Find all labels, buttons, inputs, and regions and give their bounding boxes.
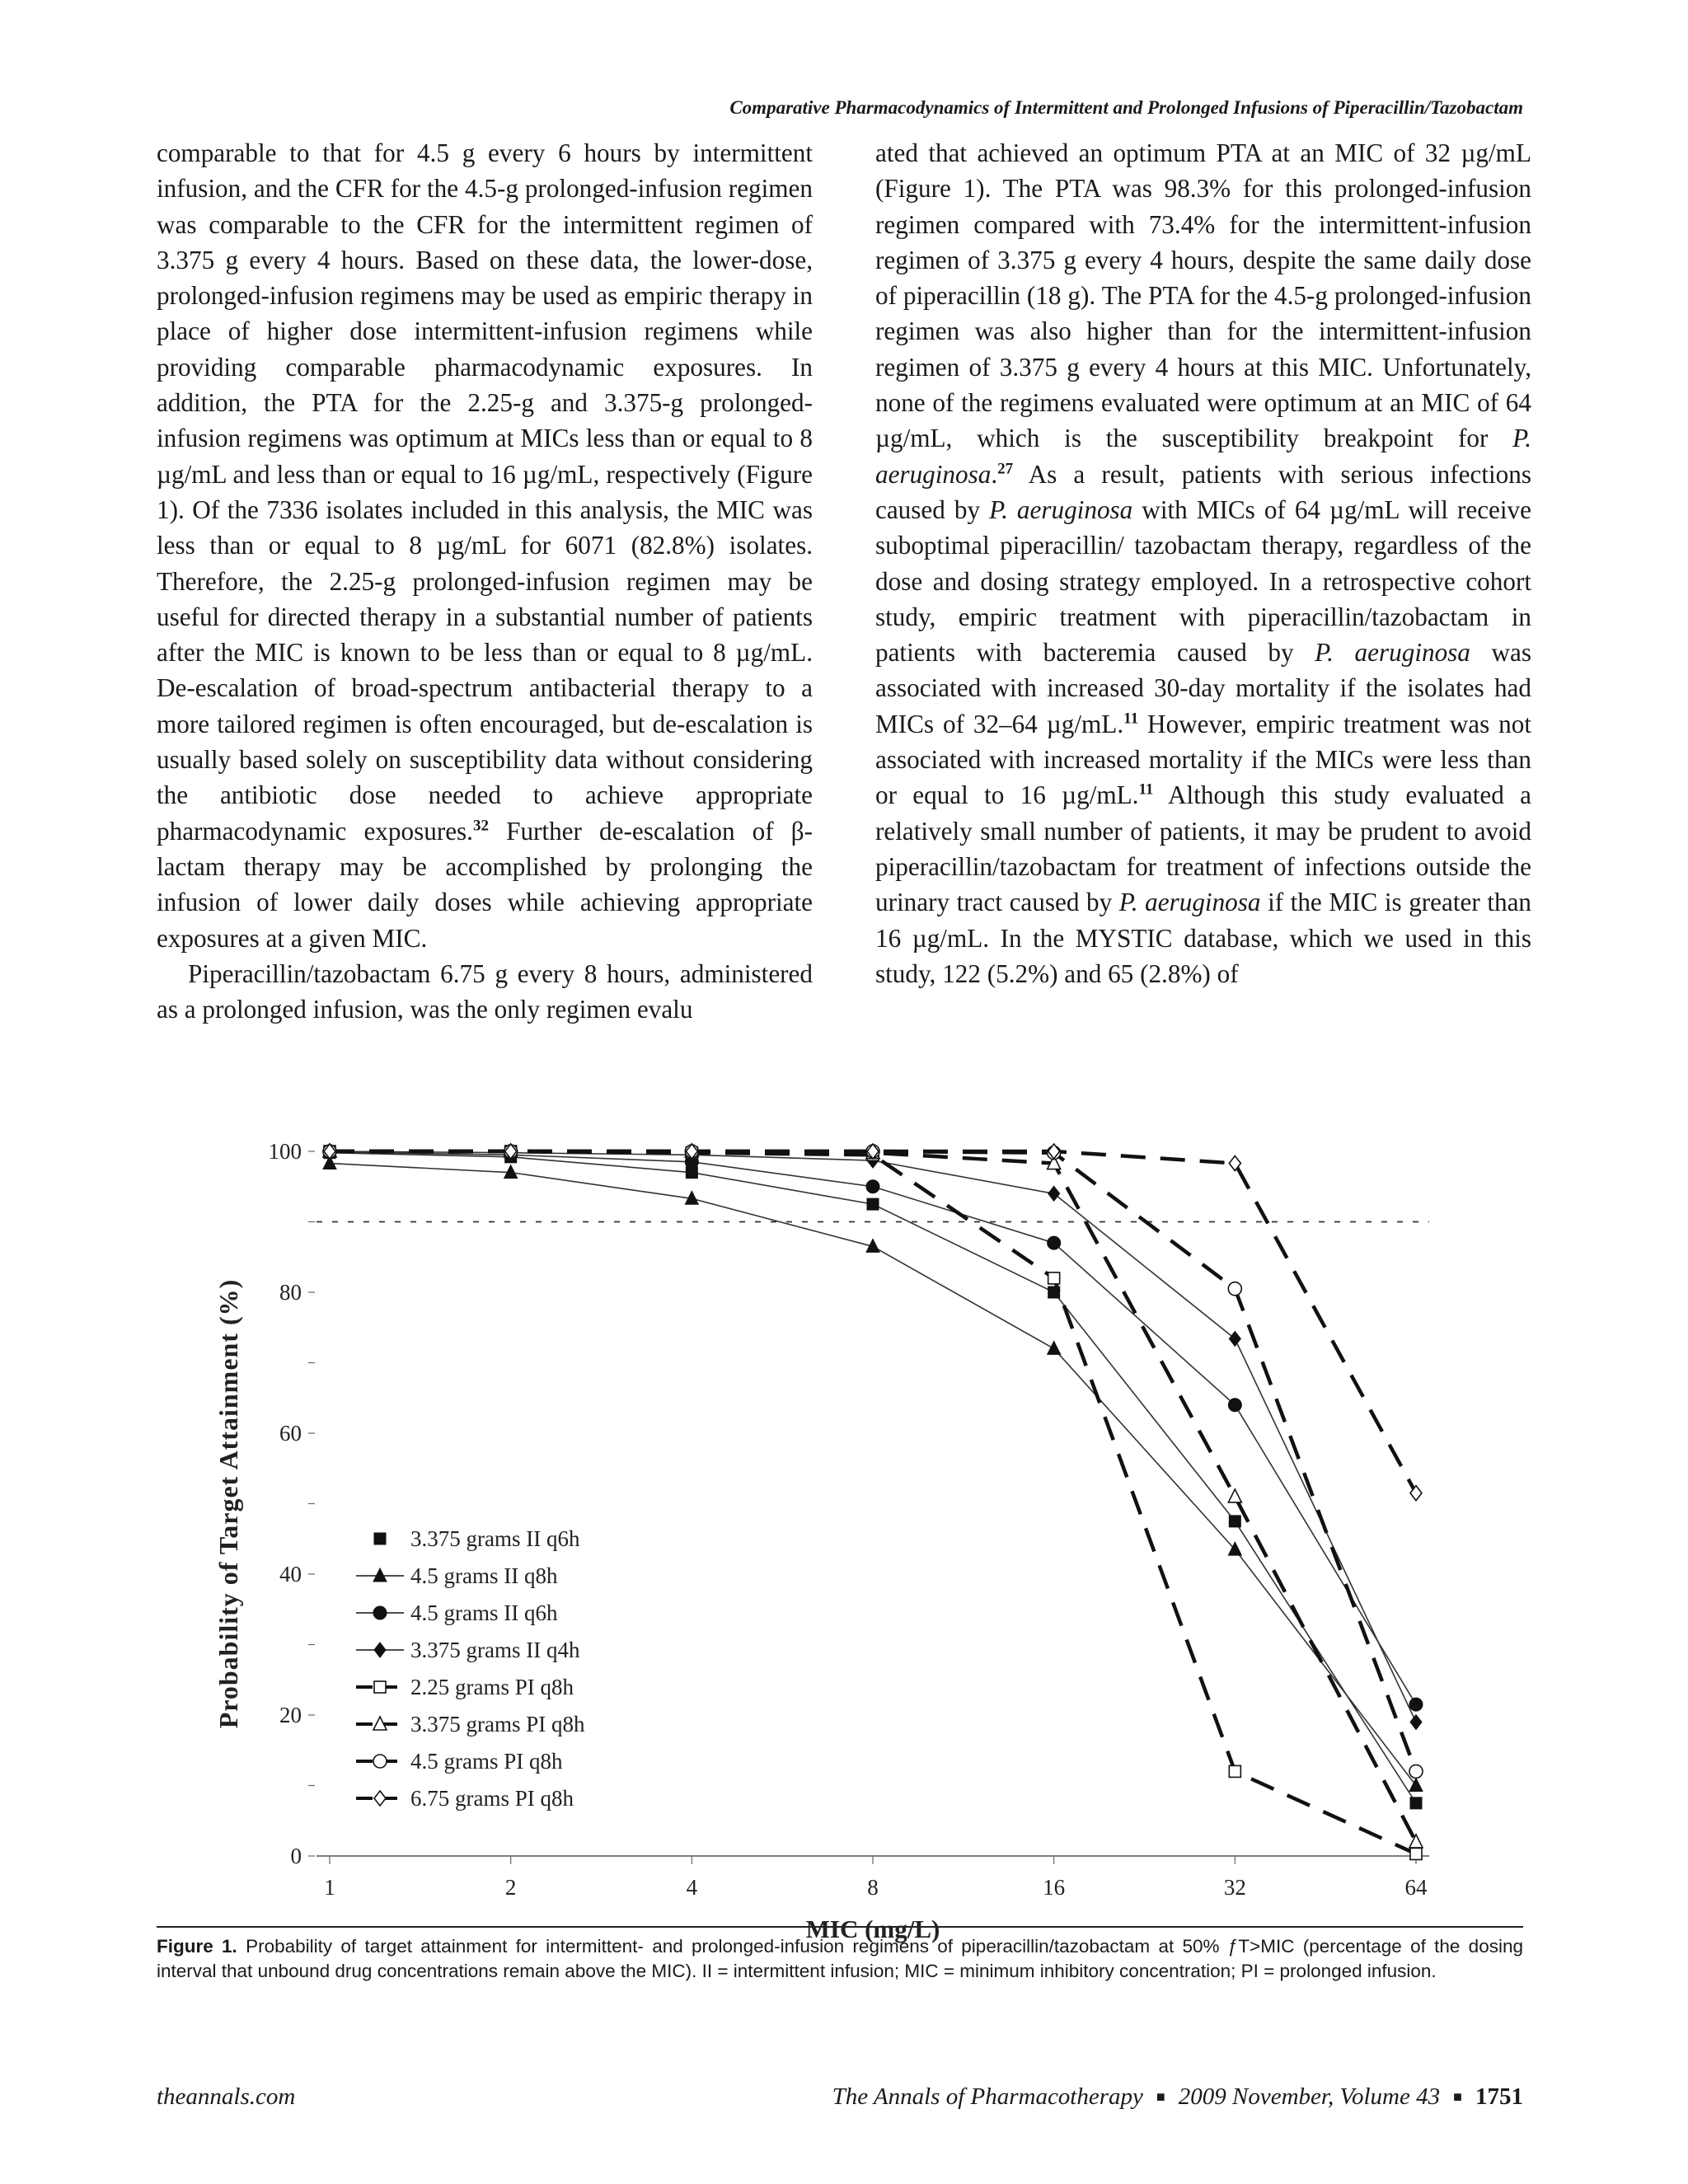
series-5-point: [1229, 1765, 1240, 1777]
page-footer: [157, 2083, 1523, 2116]
series-3-point: [1409, 1698, 1423, 1711]
figure-caption: Figure 1. Probability of target attainment for intermittent- and prolonged-infusion regimens of piperacillin/tazobactam at 50% ƒT>MIC (percentage of the dosing interval that unbound drug concentrations remain above the MIC). II = intermittent infusion; MIC = minimum inhibitory concentration; PI = prolonged infusion.: [157, 1936, 1523, 1981]
legend-label: 3.375 grams II q6h: [410, 1526, 580, 1551]
reference: 32: [472, 817, 489, 835]
paragraph: comparable to that for 4.5 g every 6 hours by intermittent infusion, and the CFR for the 4.5-g prolonged-infusion regimen was comparable to the CFR for the intermittent regimen of 3.375 g every 4 hours. Based on these data, the lower-dose, prolonged-infusion regimens may be used as empiric therapy in place of higher dose intermittent-infusion regimens while providing comparable pharmacodynamic exposures. In addition, the PTA for the 2.25-g and 3.375-g prolonged-infusion regimens was optimum at MICs less than or equal to 8 µg/mL and less than or equal to 16 µg/mL, respectively (Figure 1). Of the 7336 isolates included in this analysis, the MIC was less than or equal to 8 µg/mL for 6071 (82.8%) isolates. Therefore, the 2.25-g prolonged-infusion regimen may be useful for directed therapy in a substantial number of patients after the MIC is known to be less than or equal to 8 µg/mL. De-escalation of broad-spectrum antibacterial therapy to a more tailored regimen is often encouraged, but de-escalation is usually based solely on susceptibility data without considering the antibiotic dose needed to achieve appropriate pharmacodynamic exposures.$^{32}$ Further de-escalation of β-lactam therapy may be accomplished by prolonging the infusion of lower daily doses while achieving appropriate exposures at a given MIC.: [157, 138, 814, 953]
series-1-point: [1229, 1516, 1240, 1527]
y-axis-title: Probability of Target Attainment (%): [213, 1278, 243, 1729]
legend-marker: [374, 1681, 386, 1693]
reference: 11: [1123, 710, 1139, 728]
body-text: [157, 135, 1532, 1075]
series-2-point: [1048, 1341, 1061, 1354]
x-tick-label: 64: [1404, 1875, 1428, 1900]
caption-rule: [157, 1926, 1523, 1928]
series-1-point: [1048, 1286, 1060, 1298]
pta-line-chart: [157, 1127, 1523, 1943]
reference: 11: [1138, 780, 1154, 799]
legend-marker: [374, 1533, 386, 1544]
legend-label: 6.75 grams PI q8h: [410, 1786, 574, 1811]
legend-label: 2.25 grams PI q8h: [410, 1675, 574, 1699]
series-line-6: [330, 1151, 1416, 1842]
legend-marker: [373, 1755, 387, 1768]
legend-marker: [374, 1643, 386, 1657]
legend-marker: [373, 1606, 387, 1619]
y-tick-label: 60: [279, 1421, 302, 1446]
paragraph: Piperacillin/tazobactam 6.75 g every 8 hours, administered as a prolonged infusion, was the only regimen evalu: [157, 958, 813, 1024]
y-tick-label: 80: [279, 1280, 302, 1305]
y-tick-label: 100: [268, 1139, 302, 1164]
legend-label: 3.375 grams II q4h: [410, 1638, 580, 1662]
legend-label: 4.5 grams II q8h: [410, 1563, 558, 1588]
series-4-point: [1048, 1186, 1060, 1201]
series-7-point: [1228, 1282, 1241, 1296]
x-tick-label: 8: [867, 1875, 879, 1900]
legend-label: 4.5 grams II q6h: [410, 1601, 558, 1625]
legend-marker: [373, 1568, 387, 1582]
series-3-point: [1048, 1236, 1061, 1249]
left-column: [157, 135, 813, 1027]
series-3-point: [866, 1180, 879, 1193]
x-tick-label: 16: [1043, 1875, 1066, 1900]
x-tick-label: 32: [1223, 1875, 1246, 1900]
series-5-point: [1410, 1848, 1422, 1859]
legend-marker: [374, 1791, 386, 1806]
series-1-point: [1410, 1797, 1422, 1809]
series-line-4: [330, 1151, 1416, 1722]
series-7-point: [1409, 1765, 1423, 1778]
series-4-point: [1410, 1715, 1422, 1730]
page-number: 1751: [1475, 2083, 1523, 2110]
series-3-point: [1228, 1399, 1241, 1412]
series-4-point: [1229, 1331, 1240, 1346]
footer-citation: The Annals of Pharmacotherapy ■ 2009 November, Volume 43 ■ 1751: [832, 2083, 1523, 2110]
legend-label: 4.5 grams PI q8h: [410, 1749, 563, 1774]
right-column: [875, 135, 1531, 991]
x-tick-label: 2: [504, 1875, 517, 1900]
y-tick-label: 0: [290, 1844, 302, 1868]
figure-1: [157, 1127, 1523, 1952]
footer-site: theannals.com: [157, 2083, 296, 2110]
running-head: Comparative Pharmacodynamics of Intermittent and Prolonged Infusions of Piperacillin/Tazobactam: [729, 97, 1523, 118]
x-tick-label: 4: [686, 1875, 698, 1900]
series-6-point: [1228, 1489, 1241, 1502]
y-tick-label: 40: [279, 1562, 302, 1586]
series-5-point: [1048, 1272, 1060, 1284]
paragraph: ated that achieved an optimum PTA at an MIC of 32 µg/mL (Figure 1). The PTA was 98.3% for this prolonged-infusion regimen compared with 73.4% for the intermittent-infusion regimen of 3.375 g every 4 hours, despite the same daily dose of piperacillin (18 g). The PTA for the 4.5-g prolonged-infusion regimen was also higher than for the intermittent-infusion regimen of 3.375 g every 4 hours at this MIC. Unfortunately, none of the regimens evaluated were optimum at an MIC of 64 µg/mL, which is the susceptibility breakpoint for P. aeruginosa.$^{27}$ As a result, patients with serious infections caused by P. aeruginosa with MICs of 64 µg/mL will receive suboptimal piperacillin/ tazobactam therapy, regardless of the dose and dosing strategy employed. In a retrospective cohort study, empiric treatment with piperacillin/tazobactam in patients with bacteremia caused by P. aeruginosa was associated with increased 30-day mortality if the isolates had MICs of 32–64 µg/mL.$^{11}$ However, empiric treatment was not associated with increased mortality if the MICs were less than or equal to 16 µg/mL.$^{11}$ Although this study evaluated a relatively small number of patients, it may be prudent to avoid piperacillin/tazobactam for treatment of infections outside the urinary tract caused by P. aeruginosa if the MIC is greater than 16 µg/mL. In the MYSTIC database, which we used in this study, 122 (5.2%) and 65 (2.8%) of: [875, 138, 1532, 988]
x-axis-title: MIC (mg/L): [805, 1915, 940, 1943]
legend-label: 3.375 grams PI q8h: [410, 1712, 585, 1736]
x-tick-label: 1: [324, 1875, 335, 1900]
series-1-point: [867, 1198, 879, 1210]
y-tick-label: 20: [279, 1703, 302, 1727]
reference: 27: [997, 460, 1014, 478]
